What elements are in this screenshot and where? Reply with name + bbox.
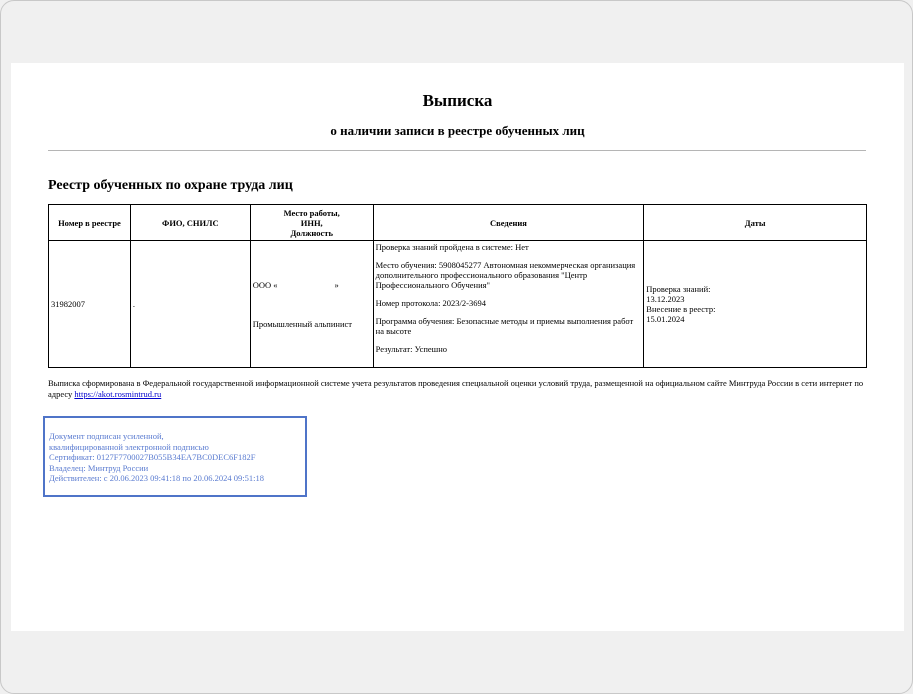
- date-registry-value: 15.01.2024: [646, 314, 685, 324]
- footer-link[interactable]: https://akot.rosmintrud.ru: [74, 389, 162, 399]
- signature-stamp: [43, 416, 307, 497]
- stamp-certificate: Сертификат: 0127F7700027B055B34EA7BC0DEC6F182F: [49, 452, 256, 462]
- header-fio: ФИО, СНИЛС: [130, 205, 250, 241]
- info-training-place: Место обучения: 5908045277 Автономная некоммерческая организация дополнительного профессионального образования "Центр Профессионального Обучения": [375, 260, 636, 290]
- section-title: Реестр обученных по охране труда лиц: [48, 178, 293, 193]
- header-workplace-line-1: Место работы,: [283, 207, 340, 218]
- header-workplace-line-3: Должность: [290, 227, 333, 238]
- stamp-line-1: Документ подписан усиленной,: [49, 431, 164, 441]
- cell-workplace: [250, 241, 373, 368]
- org-name-right: »: [334, 279, 339, 290]
- footer-text: Выписка сформирована в Федеральной государственной информационной системе учета результатов проведения специальной оценки условий труда, размещенной на официальном сайте Минтруда России в сети интернет по адресу: [48, 378, 864, 399]
- header-dates: Даты: [644, 205, 867, 241]
- cell-dates: [644, 241, 867, 368]
- stamp-owner: Владелец: Минтруд России: [49, 462, 149, 473]
- org-name-left: ООО «: [252, 279, 278, 290]
- document-title: Выписка: [422, 91, 493, 110]
- info-knowledge-check: Проверка знаний пройдена в системе: Нет: [375, 242, 529, 252]
- document-page: [11, 63, 904, 631]
- table-header-row: [49, 205, 867, 241]
- cell-position: Промышленный альпинист: [252, 318, 352, 329]
- header-info: Сведения: [373, 205, 644, 241]
- stamp-validity: Действителен: с 20.06.2023 09:41:18 по 20.06.2024 09:51:18: [49, 473, 264, 483]
- date-check-value: 13.12.2023: [646, 294, 685, 304]
- divider: [48, 150, 866, 151]
- document-subtitle: о наличии записи в реестре обученных лиц: [330, 123, 585, 138]
- header-workplace-line-2: ИНН,: [300, 217, 323, 228]
- registry-table: [48, 204, 867, 368]
- table-row: [49, 241, 867, 368]
- header-workplace: [250, 205, 373, 241]
- info-protocol: Номер протокола: 2023/2-3694: [375, 298, 486, 308]
- footer-note: [48, 378, 870, 400]
- info-program: Программа обучения: Безопасные методы и приемы выполнения работ на высоте: [375, 316, 634, 336]
- cell-reg-number: 31982007: [49, 241, 131, 368]
- stamp-line-2: квалифицированной электронной подписью: [49, 441, 209, 452]
- header-reg-number: Номер в реестре: [49, 205, 131, 241]
- cell-info: [373, 241, 644, 368]
- date-registry-label: Внесение в реестр:: [646, 304, 716, 314]
- cell-fio: .: [130, 241, 250, 368]
- cell-organization: [253, 280, 339, 290]
- info-result: Результат: Успешно: [375, 344, 448, 354]
- date-check-label: Проверка знаний:: [646, 284, 711, 294]
